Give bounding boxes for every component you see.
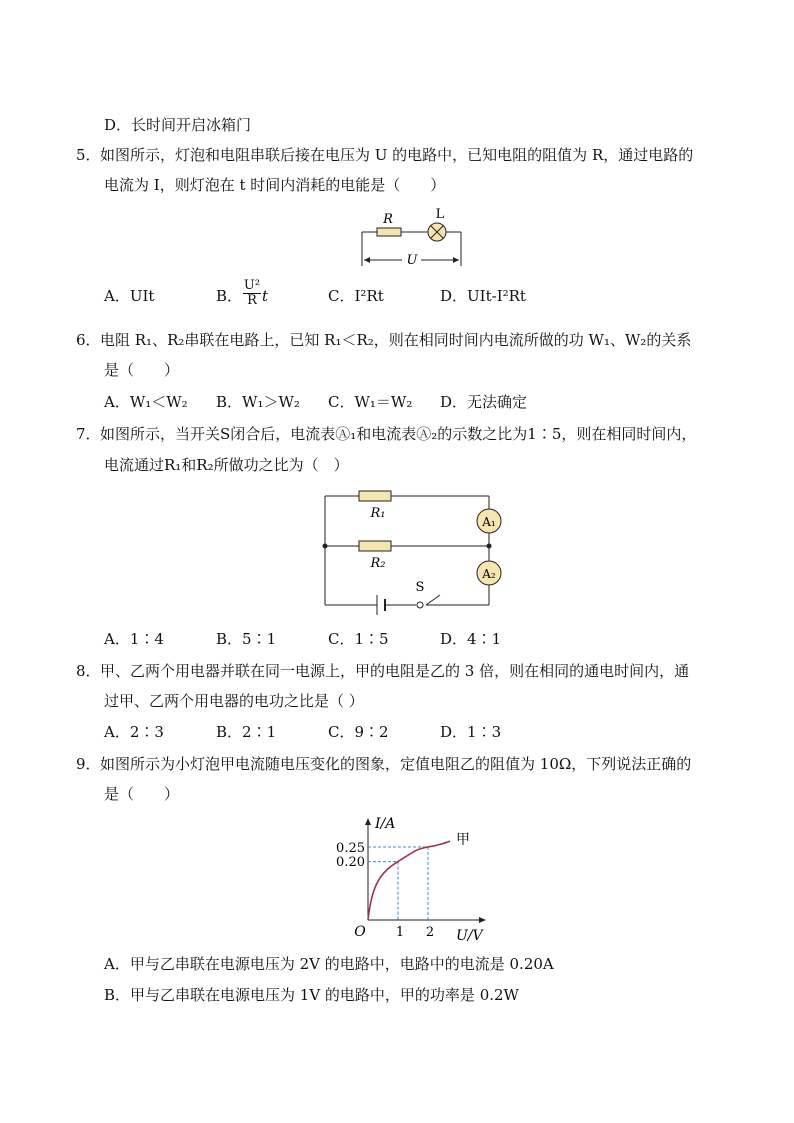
q7-text-line2: 电流通过R₁和R₂所做功之比为（ ） [104,456,349,474]
q8-option-d: D．1∶3 [440,723,502,741]
q5-l-label: L [435,207,445,222]
q9-y-axis-label: I/A [375,816,396,832]
q6-number: 6． [76,331,101,349]
q5-option-b-label: B． [216,287,243,305]
q6-option-a: A．W₁＜W₂ [104,393,188,411]
q4-option-d: D．长时间开启冰箱门 [104,116,252,134]
q9-x-tick-1: 1 [395,925,405,940]
q8-option-c: C．9∶2 [328,723,389,741]
q7-resistor-r2 [359,541,391,551]
q7-resistor-r1 [359,491,391,501]
q8-option-a: A．2∶3 [104,723,164,741]
q5-text-line2: 电流为 I，则灯泡在 t 时间内消耗的电能是（ ） [104,176,446,194]
q7-option-b: B．5∶1 [216,630,277,648]
q5-option-d: D．UIt-I²Rt [440,287,526,305]
q5-circuit-diagram [355,204,470,270]
q5-text-line1: 如图所示，灯泡和电阻串联后接在电压为 U 的电路中，已知电阻的阻值为 R，通过电路的 [100,146,694,164]
q7-r2-label: R₂ [370,556,386,571]
q9-curve-label: 甲 [456,832,470,848]
q9-option-b: B．甲与乙串联在电源电压为 1V 的电路中，甲的功率是 0.2W [104,986,519,1004]
q5-option-b-denominator: R [247,293,257,308]
q5-resistor [377,228,401,236]
q6-option-d: D．无法确定 [440,393,528,411]
q7-option-c: C．1∶5 [328,630,389,648]
q6-text-line2: 是（ ） [104,361,180,379]
q6-text-line1: 电阻 R₁、R₂串联在电路上，已知 R₁＜R₂，则在相同时间内电流所做的功 W₁、W₂的关系 [100,331,692,349]
q7-option-a: A．1∶4 [104,630,164,648]
q5-option-c: C．I²Rt [328,287,384,305]
q9-origin-label: O [354,924,366,940]
q9-curve-jia [368,841,450,920]
q6-option-b: B．W₁＞W₂ [216,393,300,411]
q5-option-b-fraction [243,279,261,308]
q7-number: 7． [76,425,101,443]
q9-graph [330,810,500,948]
q7-option-d: D．4∶1 [440,630,502,648]
q5-r-label: R [383,212,393,227]
q9-option-a: A．甲与乙串联在电源电压为 2V 的电路中，电路中的电流是 0.20A [104,955,554,973]
q9-x-tick-2: 2 [425,925,435,940]
q7-circuit-diagram [316,485,506,620]
q5-option-a: A．UIt [104,287,155,305]
q9-number: 9． [76,755,101,773]
q8-number: 8． [76,662,101,680]
q6-option-c: C．W₁＝W₂ [328,393,413,411]
q9-text-line2: 是（ ） [104,785,180,803]
q9-x-axis-label: U/V [456,928,483,944]
q7-a2-label: A₂ [482,567,496,581]
q5-number: 5． [76,146,101,164]
q8-text-line1: 甲、乙两个用电器并联在同一电源上，甲的电阻是乙的 3 倍，则在相同的通电时间内，通 [100,662,690,680]
q7-a1-label: A₁ [482,515,496,529]
q7-text-line1: 如图所示，当开关S闭合后，电流表Ⓐ₁和电流表Ⓐ₂的示数之比为1∶5，则在相同时间内， [100,425,697,443]
q9-y-tick-020: 0.20 [336,855,365,870]
q5-option-b-numerator: U² [243,278,261,293]
q9-y-tick-025: 0.25 [336,841,365,856]
q7-switch-contact [417,602,423,608]
q5-u-label: U [406,253,418,268]
q8-option-b: B．2∶1 [216,723,277,741]
q5-option-b-suffix: t [262,287,269,305]
q7-switch-label: S [415,580,425,595]
q7-r1-label: R₁ [370,506,386,521]
q8-text-line2: 过甲、乙两个用电器的电功之比是（ ） [104,692,364,710]
q9-text-line1: 如图所示为小灯泡甲电流随电压变化的图象，定值电阻乙的阻值为 10Ω，下列说法正确的 [100,755,692,773]
